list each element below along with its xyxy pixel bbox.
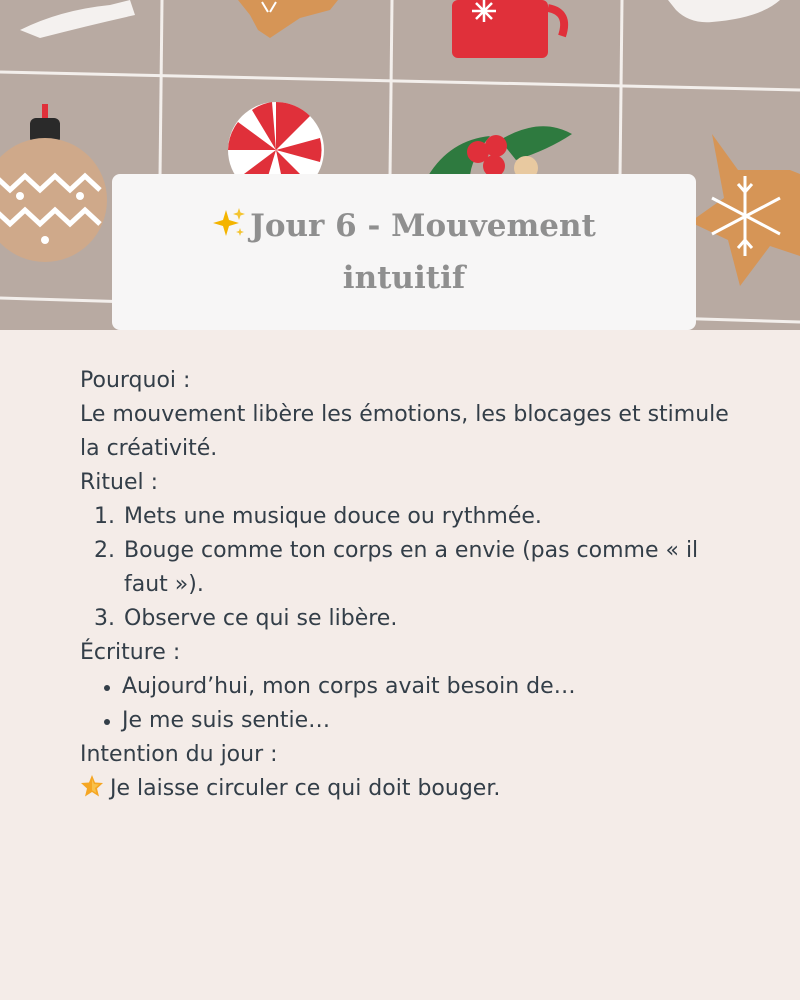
ecriture-label: Écriture : — [80, 640, 181, 665]
title-card — [112, 174, 696, 330]
pourquoi-label: Pourquoi : — [80, 368, 191, 393]
list-item: Aujourd’hui, mon corps avait besoin de… — [122, 670, 740, 704]
list-item: 3. Observe ce qui se libère. — [122, 602, 740, 636]
page-title — [169, 202, 639, 302]
list-item: Je me suis sentie… — [122, 704, 740, 738]
rituel-label: Rituel : — [80, 470, 159, 495]
star-icon — [80, 774, 104, 809]
intention-label: Intention du jour : — [80, 742, 278, 767]
list-item: 1. Mets une musique douce ou rythmée. — [122, 500, 740, 534]
list-item: 2. Bouge comme ton corps en a envie (pas comme « il faut »). — [122, 534, 740, 602]
ecriture-items — [80, 670, 740, 738]
rituel-steps — [80, 500, 740, 636]
pourquoi-text: Le mouvement libère les émotions, les blocages et stimule la créativité. — [80, 402, 729, 461]
page-title-text: Jour 6 - Mouvement intuitif — [250, 208, 596, 296]
hot-mug-icon — [452, 0, 564, 58]
intention-line — [80, 772, 740, 809]
sparkles-icon — [212, 206, 246, 254]
content-body — [80, 364, 740, 809]
intention-text: Je laisse circuler ce qui doit bouger. — [110, 776, 501, 801]
